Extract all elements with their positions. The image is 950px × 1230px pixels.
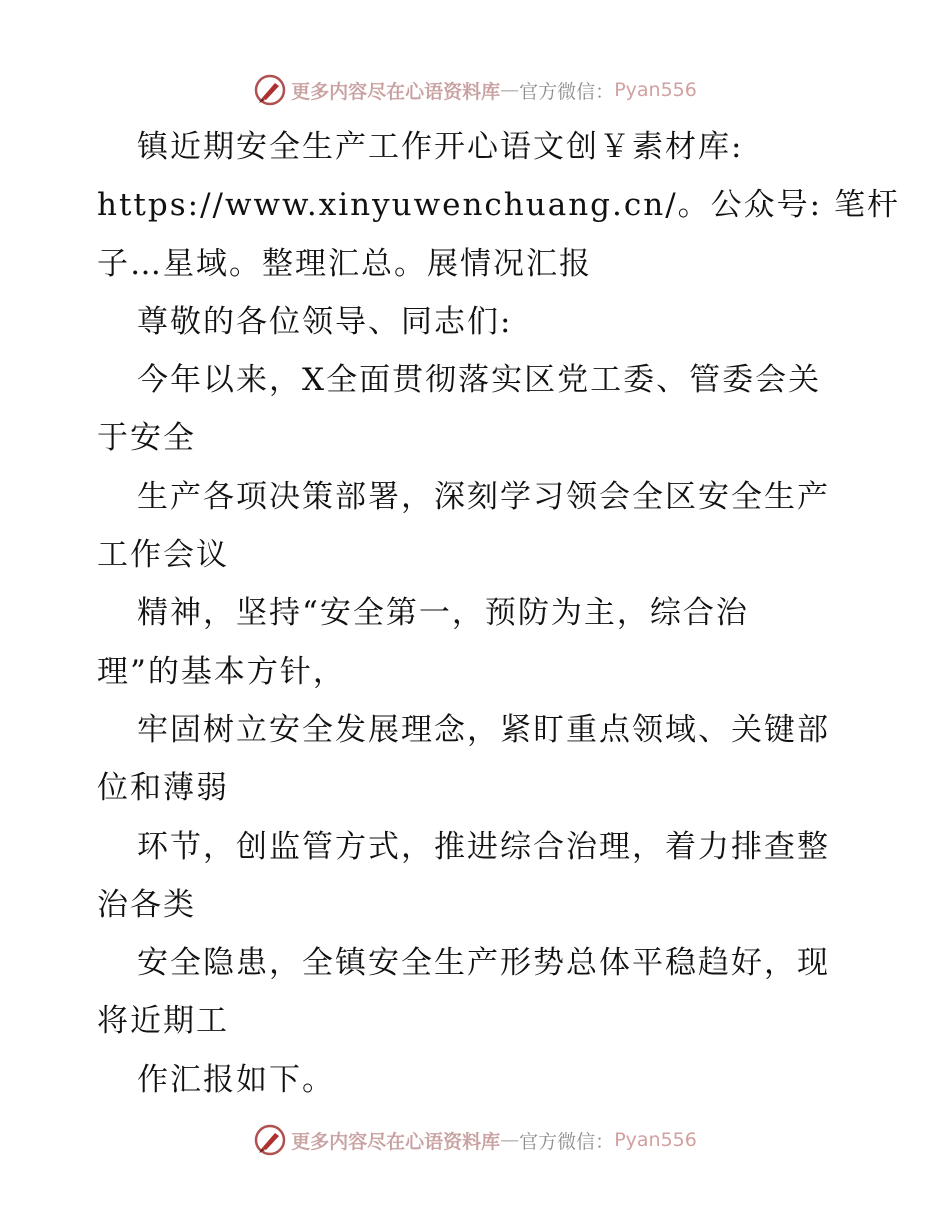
banner-separator: —: [500, 79, 520, 101]
quill-pen-logo-icon: [253, 1123, 287, 1157]
banner-site-name: 更多内容尽在心语资料库: [291, 80, 501, 103]
text-line: 牢固树立安全发展理念，紧盯重点领域、关键部: [137, 711, 830, 748]
text-line: 环节，创监管方式，推进综合治理，着力排查整: [137, 828, 830, 865]
paragraph: [97, 818, 857, 935]
paragraph: [97, 701, 857, 818]
text-line: 作汇报如下。: [137, 1061, 335, 1098]
text-line: 精神，坚持“安全第一，预防为主，综合治: [137, 595, 749, 632]
banner-wechat-label: 官方微信：: [519, 80, 615, 103]
paragraph: [97, 934, 857, 1051]
banner-site-name: 更多内容尽在心语资料库: [291, 1130, 501, 1153]
text-line: 理”的基本方针，: [97, 653, 346, 690]
quill-pen-logo-icon: [253, 73, 287, 107]
text-line: 将近期工: [97, 1003, 229, 1040]
document-body: [97, 118, 900, 1109]
text-line: 安全隐患，全镇安全生产形势总体平稳趋好，现: [137, 945, 830, 982]
paragraph-title: [97, 118, 900, 293]
text-line: 工作会议: [97, 537, 229, 574]
paragraph: [97, 351, 857, 468]
paragraph-salutation: [97, 293, 857, 351]
text-line: 今年以来，X全面贯彻落实区党工委、管委会关: [137, 362, 822, 399]
text-line: 位和薄弱: [97, 770, 229, 807]
banner-wechat-id: Pyan556: [614, 79, 697, 101]
text-line: 镇近期安全生产工作开心语文创￥素材库:: [137, 129, 744, 165]
banner-separator: —: [500, 1129, 520, 1151]
paragraph: [97, 584, 857, 701]
paragraph: [97, 1051, 857, 1109]
text-line: 尊敬的各位领导、同志们:: [137, 303, 513, 340]
paragraph: [97, 468, 857, 585]
text-line: 于安全: [97, 420, 196, 457]
footer-banner: [0, 1120, 950, 1160]
text-line: 子…星域。整理汇总。展情况汇报: [97, 245, 592, 282]
text-line: https://www.xinyuwenchuang.cn/。公众号: 笔杆: [97, 187, 900, 224]
header-banner: [0, 70, 950, 110]
text-line: 生产各项决策部署，深刻学习领会全区安全生产: [137, 478, 830, 515]
text-line: 治各类: [97, 886, 196, 923]
banner-wechat-label: 官方微信：: [519, 1130, 615, 1153]
banner-wechat-id: Pyan556: [614, 1129, 697, 1151]
